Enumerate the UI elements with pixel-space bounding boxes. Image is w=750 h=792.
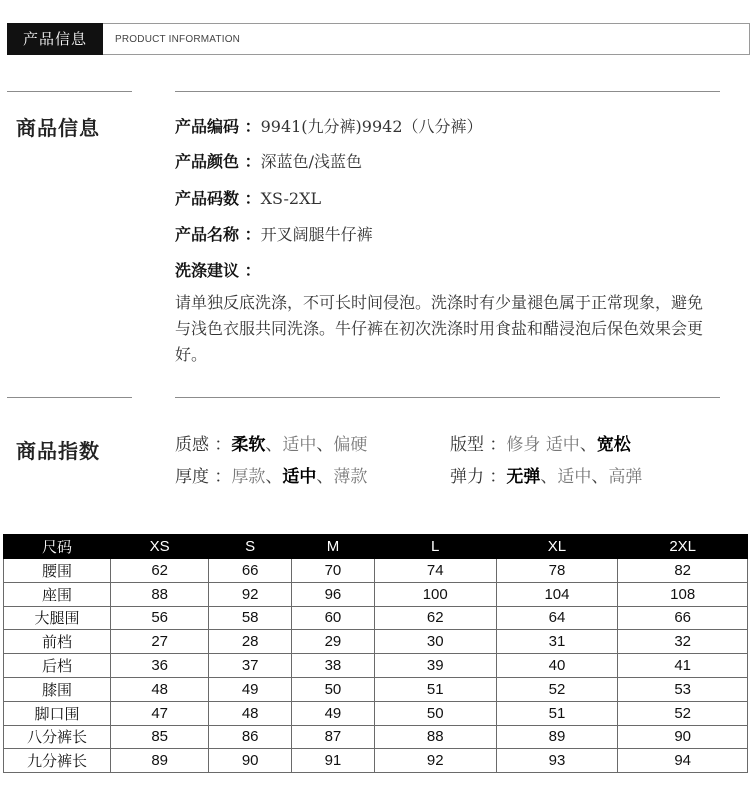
table-cell: 53 xyxy=(618,677,748,701)
index-option: 宽松 xyxy=(596,435,631,455)
table-cell: 91 xyxy=(292,749,375,773)
info-value: 开叉阔腿牛仔裤 xyxy=(260,225,373,244)
table-cell: 85 xyxy=(111,725,209,749)
table-cell: 38 xyxy=(292,654,375,678)
table-cell: 52 xyxy=(618,701,748,725)
row-label: 膝围 xyxy=(4,677,111,701)
table-cell: 36 xyxy=(111,654,209,678)
table-cell: 52 xyxy=(496,677,618,701)
table-row xyxy=(4,559,748,583)
info-value: XS-2XL xyxy=(260,189,322,208)
table-cell: 92 xyxy=(374,749,496,773)
table-cell: 60 xyxy=(292,606,375,630)
table-cell: 92 xyxy=(209,582,292,606)
header-cell: L xyxy=(374,535,496,559)
info-row-wash xyxy=(175,260,261,282)
table-cell: 39 xyxy=(374,654,496,678)
info-label: 洗涤建议 ： xyxy=(175,261,261,280)
index-sep: 、 xyxy=(316,467,334,487)
table-cell: 32 xyxy=(618,630,748,654)
index-sep: 、 xyxy=(265,467,283,487)
section-header xyxy=(7,23,750,55)
index-elasticity xyxy=(450,465,642,489)
table-cell: 88 xyxy=(111,582,209,606)
row-label: 后档 xyxy=(4,654,111,678)
row-label: 大腿围 xyxy=(4,606,111,630)
divider xyxy=(175,397,720,398)
table-row xyxy=(4,749,748,773)
row-label: 八分裤长 xyxy=(4,725,111,749)
index-label: 质感 ： xyxy=(175,435,232,455)
index-option: 偏硬 xyxy=(333,435,368,455)
table-cell: 86 xyxy=(209,725,292,749)
table-cell: 41 xyxy=(618,654,748,678)
header-cn-title: 产品信息 xyxy=(7,23,103,55)
wash-advice-text: 请单独反底洗涤，不可长时间侵泡。洗涤时有少量褪色属于正常现象，避免与浅色衣服共同洗涤。牛仔裤在初次洗涤时用食盐和醋浸泡后保色效果会更好。 xyxy=(175,293,704,364)
table-cell: 48 xyxy=(209,701,292,725)
table-cell: 50 xyxy=(374,701,496,725)
product-info-title: 商品信息 xyxy=(16,116,100,140)
table-cell: 66 xyxy=(209,559,292,583)
product-index-title: 商品指数 xyxy=(16,439,100,463)
index-texture xyxy=(175,433,367,457)
index-option: 适中 xyxy=(282,435,317,455)
table-cell: 89 xyxy=(496,725,618,749)
table-cell: 31 xyxy=(496,630,618,654)
divider xyxy=(175,91,720,92)
index-option: 修身 xyxy=(506,435,541,455)
table-cell: 62 xyxy=(111,559,209,583)
table-cell: 78 xyxy=(496,559,618,583)
header-cell: M xyxy=(292,535,375,559)
table-cell: 88 xyxy=(374,725,496,749)
table-row xyxy=(4,701,748,725)
header-cell: 2XL xyxy=(618,535,748,559)
index-sep: 、 xyxy=(265,435,283,455)
index-label: 版型 ： xyxy=(450,435,507,455)
info-label: 产品颜色 ： xyxy=(175,152,261,171)
table-cell: 40 xyxy=(496,654,618,678)
index-option: 薄款 xyxy=(333,467,368,487)
table-cell: 96 xyxy=(292,582,375,606)
table-cell: 49 xyxy=(292,701,375,725)
table-cell: 89 xyxy=(111,749,209,773)
table-cell: 51 xyxy=(374,677,496,701)
header-en-title: PRODUCT INFORMATION xyxy=(115,34,241,45)
table-cell: 47 xyxy=(111,701,209,725)
index-option: 无弹 xyxy=(506,467,541,487)
divider xyxy=(7,91,132,92)
header-cell: S xyxy=(209,535,292,559)
table-cell: 62 xyxy=(374,606,496,630)
index-option: 适中 xyxy=(545,435,580,455)
table-row xyxy=(4,725,748,749)
table-cell: 70 xyxy=(292,559,375,583)
index-thickness xyxy=(175,465,367,489)
table-cell: 58 xyxy=(209,606,292,630)
table-cell: 74 xyxy=(374,559,496,583)
index-sep: 、 xyxy=(316,435,334,455)
index-option: 柔软 xyxy=(231,435,266,455)
table-row xyxy=(4,630,748,654)
table-cell: 51 xyxy=(496,701,618,725)
table-cell: 94 xyxy=(618,749,748,773)
info-label: 产品编码 ： xyxy=(175,117,261,136)
info-row-code xyxy=(175,116,483,138)
table-header-row xyxy=(4,535,748,559)
table-cell: 93 xyxy=(496,749,618,773)
info-row-color xyxy=(175,151,362,173)
row-label: 座围 xyxy=(4,582,111,606)
table-cell: 27 xyxy=(111,630,209,654)
table-cell: 108 xyxy=(618,582,748,606)
divider xyxy=(7,397,132,398)
info-label: 产品名称 ： xyxy=(175,225,261,244)
header-cell: XL xyxy=(496,535,618,559)
table-cell: 82 xyxy=(618,559,748,583)
row-label: 脚口围 xyxy=(4,701,111,725)
table-cell: 90 xyxy=(618,725,748,749)
index-option: 适中 xyxy=(557,467,592,487)
info-value: 深蓝色/浅蓝色 xyxy=(260,152,362,171)
table-row xyxy=(4,606,748,630)
table-cell: 104 xyxy=(496,582,618,606)
table-row xyxy=(4,654,748,678)
table-cell: 37 xyxy=(209,654,292,678)
index-label: 弹力 ： xyxy=(450,467,507,487)
table-cell: 29 xyxy=(292,630,375,654)
index-option: 高弹 xyxy=(608,467,643,487)
index-sep: 、 xyxy=(540,467,558,487)
info-label: 产品码数 ： xyxy=(175,189,261,208)
index-option: 适中 xyxy=(282,467,317,487)
info-row-sizes xyxy=(175,188,321,210)
table-row xyxy=(4,677,748,701)
index-sep: 、 xyxy=(579,435,597,455)
table-cell: 49 xyxy=(209,677,292,701)
info-row-name xyxy=(175,224,373,246)
row-label: 九分裤长 xyxy=(4,749,111,773)
table-cell: 100 xyxy=(374,582,496,606)
index-option: 厚款 xyxy=(231,467,266,487)
table-cell: 28 xyxy=(209,630,292,654)
table-row xyxy=(4,582,748,606)
header-cell: 尺码 xyxy=(4,535,111,559)
size-table xyxy=(3,534,748,773)
header-cell: XS xyxy=(111,535,209,559)
row-label: 腰围 xyxy=(4,559,111,583)
table-cell: 87 xyxy=(292,725,375,749)
table-cell: 56 xyxy=(111,606,209,630)
table-cell: 90 xyxy=(209,749,292,773)
index-label: 厚度 ： xyxy=(175,467,232,487)
table-cell: 64 xyxy=(496,606,618,630)
table-cell: 50 xyxy=(292,677,375,701)
row-label: 前档 xyxy=(4,630,111,654)
table-cell: 30 xyxy=(374,630,496,654)
table-cell: 48 xyxy=(111,677,209,701)
info-value: 9941(九分裤)9942（八分裤） xyxy=(260,117,483,136)
index-fit xyxy=(450,433,631,457)
table-cell: 66 xyxy=(618,606,748,630)
index-sep: 、 xyxy=(591,467,609,487)
